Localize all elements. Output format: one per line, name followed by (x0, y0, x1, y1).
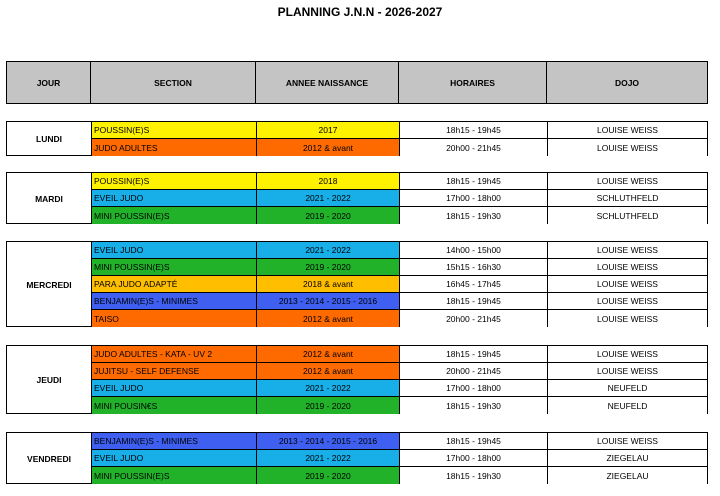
dojo-cell: LOUISE WEISS (547, 433, 707, 449)
table-row (91, 346, 707, 363)
horaires-cell: 18h15 - 19h45 (399, 346, 547, 362)
dojo-cell: SCHLUTHFELD (547, 207, 707, 224)
annee-cell: 2021 - 2022 (256, 242, 399, 258)
horaires-cell: 15h15 - 16h30 (399, 259, 547, 275)
section-cell: MINI POUSSIN(E)S (91, 467, 256, 484)
header-annee: ANNEE NAISSANCE (256, 62, 399, 103)
section-cell: JUJITSU - SELF DEFENSE (91, 363, 256, 379)
dojo-cell: NEUFELD (547, 397, 707, 414)
table-row (91, 207, 707, 224)
annee-cell: 2021 - 2022 (256, 450, 399, 466)
dojo-cell: LOUISE WEISS (547, 310, 707, 327)
annee-cell: 2018 (256, 173, 399, 189)
annee-cell: 2012 & avant (256, 139, 399, 156)
table-row (91, 242, 707, 259)
horaires-cell: 20h00 - 21h45 (399, 139, 547, 156)
header-section: SECTION (91, 62, 256, 103)
horaires-cell: 18h15 - 19h30 (399, 467, 547, 484)
day-label: MARDI (35, 193, 63, 204)
dojo-cell: ZIEGELAU (547, 450, 707, 466)
annee-cell: 2013 - 2014 - 2015 - 2016 (256, 293, 399, 309)
dojo-cell: LOUISE WEISS (547, 259, 707, 275)
horaires-cell: 18h15 - 19h45 (399, 173, 547, 189)
day-block-mercredi (6, 241, 708, 327)
dojo-cell: NEUFELD (547, 380, 707, 396)
dojo-cell: LOUISE WEISS (547, 276, 707, 292)
table-row (91, 397, 707, 414)
horaires-cell: 17h00 - 18h00 (399, 380, 547, 396)
dojo-cell: ZIEGELAU (547, 467, 707, 484)
horaires-cell: 18h15 - 19h45 (399, 433, 547, 449)
annee-cell: 2017 (256, 122, 399, 138)
section-cell: JUDO ADULTES (91, 139, 256, 156)
section-cell: MINI POUSSIN(E)S (91, 207, 256, 224)
annee-cell: 2019 - 2020 (256, 259, 399, 275)
annee-cell: 2013 - 2014 - 2015 - 2016 (256, 433, 399, 449)
dojo-cell: LOUISE WEISS (547, 242, 707, 258)
horaires-cell: 17h00 - 18h00 (399, 190, 547, 206)
annee-cell: 2019 - 2020 (256, 207, 399, 224)
horaires-cell: 18h15 - 19h30 (399, 207, 547, 224)
table-row (91, 190, 707, 207)
table-row (91, 293, 707, 310)
annee-cell: 2012 & avant (256, 346, 399, 362)
dojo-cell: LOUISE WEISS (547, 346, 707, 362)
annee-cell: 2021 - 2022 (256, 190, 399, 206)
annee-cell: 2021 - 2022 (256, 380, 399, 396)
table-row (91, 276, 707, 293)
section-cell: EVEIL JUDO (91, 242, 256, 258)
table-row (91, 380, 707, 397)
day-block-jeudi (6, 345, 708, 414)
dojo-cell: LOUISE WEISS (547, 293, 707, 309)
horaires-cell: 16h45 - 17h45 (399, 276, 547, 292)
table-row (91, 173, 707, 190)
section-cell: TAISO (91, 310, 256, 327)
horaires-cell: 20h00 - 21h45 (399, 310, 547, 327)
day-label: LUNDI (36, 134, 62, 144)
day-label: JEUDI (36, 375, 62, 385)
section-cell: PARA JUDO ADAPTÉ (91, 276, 256, 292)
section-cell: EVEIL JUDO (91, 380, 256, 396)
table-row (91, 310, 707, 327)
table-row (91, 259, 707, 276)
section-cell: EVEIL JUDO (91, 190, 256, 206)
header-dojo: DOJO (614, 77, 640, 88)
table-row (91, 139, 707, 156)
section-cell: POUSSIN(E)S (91, 122, 256, 138)
annee-cell: 2012 & avant (256, 310, 399, 327)
dojo-cell: LOUISE WEISS (547, 173, 707, 189)
horaires-cell: 18h15 - 19h45 (399, 122, 547, 138)
day-label: VENDREDI (27, 453, 71, 464)
dojo-cell: LOUISE WEISS (547, 122, 707, 138)
dojo-cell: SCHLUTHFELD (547, 190, 707, 206)
table-row (91, 433, 707, 450)
dojo-cell: LOUISE WEISS (547, 139, 707, 156)
page-title: PLANNING J.N.N - 2026-2027 (277, 5, 443, 19)
table-row (91, 450, 707, 467)
horaires-cell: 18h15 - 19h45 (399, 293, 547, 309)
table-row (91, 467, 707, 484)
annee-cell: 2018 & avant (256, 276, 399, 292)
section-cell: BENJAMIN(E)S - MINIMES (91, 433, 256, 449)
section-cell: EVEIL JUDO (91, 450, 256, 466)
section-cell: MINI POUSSIN(E)S (91, 259, 256, 275)
dojo-cell: LOUISE WEISS (547, 363, 707, 379)
section-cell: POUSSIN(E)S (91, 173, 256, 189)
header-jour: JOUR (7, 62, 91, 103)
horaires-cell: 18h15 - 19h30 (399, 397, 547, 414)
day-block-lundi (6, 121, 708, 156)
annee-cell: 2012 & avant (256, 363, 399, 379)
table-header (6, 61, 708, 104)
header-horaires: HORAIRES (399, 62, 547, 103)
horaires-cell: 17h00 - 18h00 (399, 450, 547, 466)
table-row (91, 122, 707, 139)
horaires-cell: 14h00 - 15h00 (399, 242, 547, 258)
table-row (91, 363, 707, 380)
section-cell: BENJAMIN(E)S - MINIMES (91, 293, 256, 309)
horaires-cell: 20h00 - 21h45 (399, 363, 547, 379)
section-cell: JUDO ADULTES - KATA - UV 2 (91, 346, 256, 362)
day-block-vendredi (6, 432, 708, 484)
day-block-mardi (6, 172, 708, 224)
annee-cell: 2019 - 2020 (256, 467, 399, 484)
section-cell: MINI POUSIN€S (91, 397, 256, 414)
day-label: MERCREDI (26, 279, 72, 290)
annee-cell: 2019 - 2020 (256, 397, 399, 414)
